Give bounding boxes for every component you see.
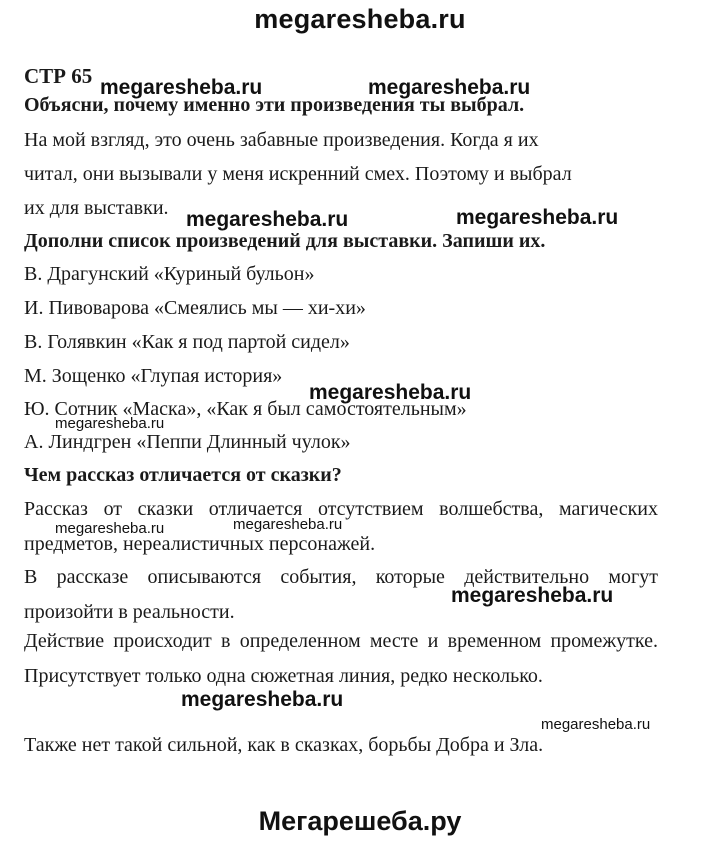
watermark: megaresheba.ru bbox=[181, 688, 344, 711]
question-2-heading: Дополни список произведений для выставки. Запиши их. bbox=[24, 230, 546, 252]
watermark: megaresheba.ru bbox=[100, 76, 263, 99]
list-item: И. Пивоварова «Смеялись мы — хи-хи» bbox=[24, 297, 366, 319]
watermark: megaresheba.ru bbox=[55, 520, 165, 537]
watermark: megaresheba.ru bbox=[186, 208, 349, 231]
list-item: А. Линдгрен «Пеппи Длинный чулок» bbox=[24, 431, 351, 453]
question-1-heading: Объясни, почему именно эти произведения ты выбрал. bbox=[24, 94, 525, 116]
answer-3-paragraph-3: Действие происходит в определенном месте и временном промежутке. Присутствует только одна сюжетная линия, редко несколько. bbox=[24, 630, 658, 687]
site-footer: Мегарешеба.ру bbox=[258, 806, 462, 836]
list-item: Ю. Сотник «Маска», «Как я был самостоятельным» bbox=[24, 398, 467, 420]
answer-3-paragraph-2: В рассказе описываются события, которые действительно могут произойти в реальности. bbox=[24, 566, 658, 623]
site-header: megaresheba.ru bbox=[254, 4, 466, 34]
answer-1-line-2: читал, они вызывали у меня искренний смех. Поэтому и выбрал bbox=[24, 163, 572, 185]
answer-1-line-3: их для выставки. bbox=[24, 197, 169, 219]
page-label: СТР 65 bbox=[24, 64, 93, 88]
watermark: megaresheba.ru bbox=[368, 76, 531, 99]
answer-1-line-1: На мой взгляд, это очень забавные произведения. Когда я их bbox=[24, 129, 539, 151]
watermark: megaresheba.ru bbox=[309, 381, 472, 404]
watermark: megaresheba.ru bbox=[456, 206, 619, 229]
watermark: megaresheba.ru bbox=[233, 516, 343, 533]
watermark: megaresheba.ru bbox=[541, 716, 651, 733]
watermark: megaresheba.ru bbox=[55, 415, 165, 432]
list-item: М. Зощенко «Глупая история» bbox=[24, 365, 283, 387]
answer-3-paragraph-4: Также нет такой сильной, как в сказках, борьбы Добра и Зла. bbox=[24, 734, 544, 756]
watermark: megaresheba.ru bbox=[451, 584, 614, 607]
answer-3-paragraph-1: Рассказ от сказки отличается отсутствием волшебства, магических предметов, нереалистичных персонажей. bbox=[24, 498, 658, 555]
list-item: В. Драгунский «Куриный бульон» bbox=[24, 263, 315, 285]
question-3-heading: Чем рассказ отличается от сказки? bbox=[24, 464, 342, 486]
list-item: В. Голявкин «Как я под партой сидел» bbox=[24, 331, 350, 353]
